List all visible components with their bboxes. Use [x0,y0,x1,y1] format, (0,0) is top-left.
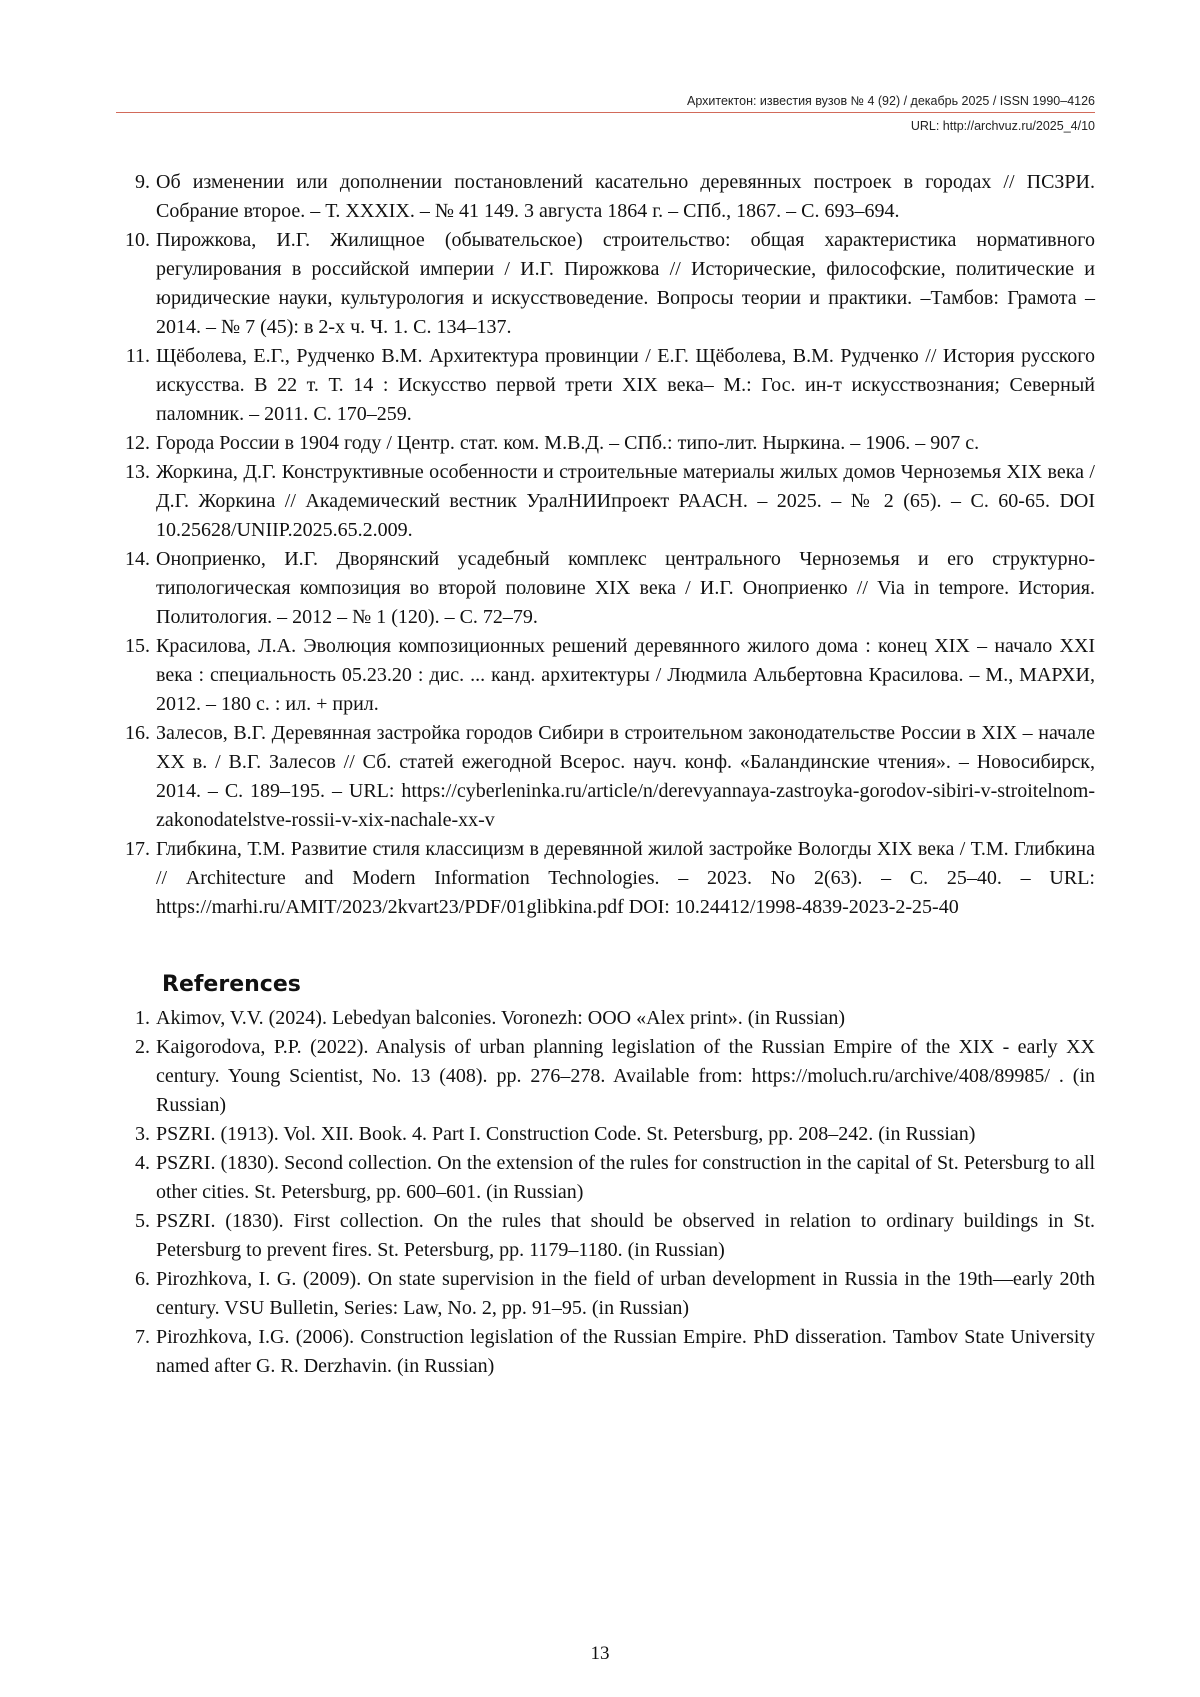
item-number: 15. [125,635,150,657]
item-number: 10. [125,229,150,251]
main-content [116,168,1095,1381]
journal-url: URL: http://archvuz.ru/2025_4/10 [910,119,1095,133]
item-number: 3. [135,1123,150,1145]
item-text: Pirozhkova, I. G. (2009). On state supervision in the field of urban development in Russia in the 19th—early 20th century. VSU Bulletin, Series: Law, No. 2, pp. 91–95. (in Russian) [156,1268,1095,1319]
page-header [116,94,1095,133]
item-number: 16. [125,722,150,744]
references-list [116,1004,1095,1381]
reference-item [116,1120,1095,1149]
item-text: Pirozhkova, I.G. (2006). Construction legislation of the Russian Empire. PhD disseration. Tambov State University named after G. R. Derzhavin. (in Russian) [156,1326,1095,1377]
item-text: Об изменении или дополнении постановлений касательно деревянных построек в городах // ПСЗРИ. Собрание второе. – Т. XXXIX. – № 41 149. 3 августа 1864 г. – СПб., 1867. – С. 693–694. [156,171,1095,222]
item-text: PSZRI. (1913). Vol. XII. Book. 4. Part I. Construction Code. St. Petersburg, pp. 208–242. (in Russian) [156,1123,976,1145]
item-number: 4. [135,1152,150,1174]
item-text: Глибкина, Т.М. Развитие стиля классицизм в деревянной жилой застройке Вологды XIX века / Т.М. Глибкина // Architecture and Modern Information Technologies. – 2023. No 2(63). – С. 25–40. – URL: https://marhi.ru/AMIT/2023/2kvart23/PDF/01glibkina.pdf DOI: 10.24412/1998-4839-2023-2-25-40 [156,838,1095,918]
bibliography-item [116,835,1095,922]
bibliography-item [116,168,1095,226]
item-number: 2. [135,1036,150,1058]
item-text: PSZRI. (1830). First collection. On the rules that should be observed in relation to ordinary buildings in St. Petersburg to prevent fires. St. Petersburg, pp. 1179–1180. (in Russian) [156,1210,1095,1261]
item-number: 6. [135,1268,150,1290]
reference-item [116,1265,1095,1323]
reference-item [116,1004,1095,1033]
item-number: 13. [125,461,150,483]
bibliography-item [116,342,1095,429]
item-number: 11. [125,345,150,367]
reference-item [116,1323,1095,1381]
reference-item [116,1149,1095,1207]
bibliography-item [116,545,1095,632]
bibliography-item [116,226,1095,342]
item-number: 9. [135,171,150,193]
item-text: Города России в 1904 году / Центр. стат. ком. М.В.Д. – СПб.: типо-лит. Ныркина. – 1906. – 907 с. [156,432,980,454]
item-number: 14. [125,548,150,570]
bibliography-item [116,632,1095,719]
bibliography-item [116,719,1095,835]
item-text: Красилова, Л.А. Эволюция композиционных решений деревянного жилого дома : конец XIX – начало XXI века : специальность 05.23.20 : дис. ... канд. архитектуры / Людмила Альбертовна Красилова. – М., МАРХИ, 2012. – 180 с. : ил. + прил. [156,635,1095,715]
item-number: 7. [135,1326,150,1348]
item-text: Kaigorodova, P.P. (2022). Analysis of urban planning legislation of the Russian Empire of the XIX - early XX century. Young Scientist, No. 13 (408). pp. 276–278. Available from: https://moluch.ru/archive/408/89985/ . (in Russian) [156,1036,1095,1116]
bibliography-item [116,458,1095,545]
references-heading: References [162,972,301,997]
item-number: 1. [135,1007,150,1029]
item-text: Щёболева, Е.Г., Рудченко В.М. Архитектура провинции / Е.Г. Щёболева, В.М. Рудченко // История русского искусства. В 22 т. Т. 14 : Искусство первой трети XIX века– М.: Гос. ин-т искусствознания; Северный паломник. – 2011. С. 170–259. [156,345,1095,425]
item-text: Жоркина, Д.Г. Конструктивные особенности и строительные материалы жилых домов Черноземья XIX века / Д.Г. Жоркина // Академический вестник УралНИИпроект РААСН. – 2025. – № 2 (65). – С. 60-65. DOI 10.25628/UNIIP.2025.65.2.009. [156,461,1095,541]
reference-item [116,1207,1095,1265]
item-text: Akimov, V.V. (2024). Lebedyan balconies. Voronezh: OOO «Alex print». (in Russian) [156,1007,845,1029]
journal-info: Архитектон: известия вузов № 4 (92) / декабрь 2025 / ISSN 1990–4126 [116,94,1095,113]
item-text: Залесов, В.Г. Деревянная застройка городов Сибири в строительном законодательстве России в XIX – начале XX в. / В.Г. Залесов // Сб. статей ежегодной Всерос. науч. конф. «Баландинские чтения». – Новосибирск, 2014. – С. 189–195. – URL: https://cyberleninka.ru/article/n/derevyannaya-zastroyka-gorodov-sibiri-v-stroitelnom-zakonodatelstve-rossii-v-xix-nachale-xx-v [156,722,1095,831]
item-text: Пирожкова, И.Г. Жилищное (обывательское) строительство: общая характеристика нормативного регулирования в российской империи / И.Г. Пирожкова // Исторические, философские, политические и юридические науки, культурология и искусствоведение. Вопросы теории и практики. –Тамбов: Грамота – 2014. – № 7 (45): в 2-х ч. Ч. 1. С. 134–137. [156,229,1095,338]
item-number: 5. [135,1210,150,1232]
item-text: PSZRI. (1830). Second collection. On the extension of the rules for construction in the capital of St. Petersburg to all other cities. St. Petersburg, pp. 600–601. (in Russian) [156,1152,1095,1203]
page-number: 13 [590,1643,610,1664]
item-number: 12. [125,432,150,454]
item-number: 17. [125,838,150,860]
bibliography-list [116,168,1095,922]
reference-item [116,1033,1095,1120]
bibliography-item [116,429,1095,458]
item-text: Оноприенко, И.Г. Дворянский усадебный комплекс центрального Черноземья и его структурно-типологическая композиция во второй половине XIX века / И.Г. Оноприенко // Via in tempore. История. Политология. – 2012 – № 1 (120). – С. 72–79. [156,548,1095,628]
